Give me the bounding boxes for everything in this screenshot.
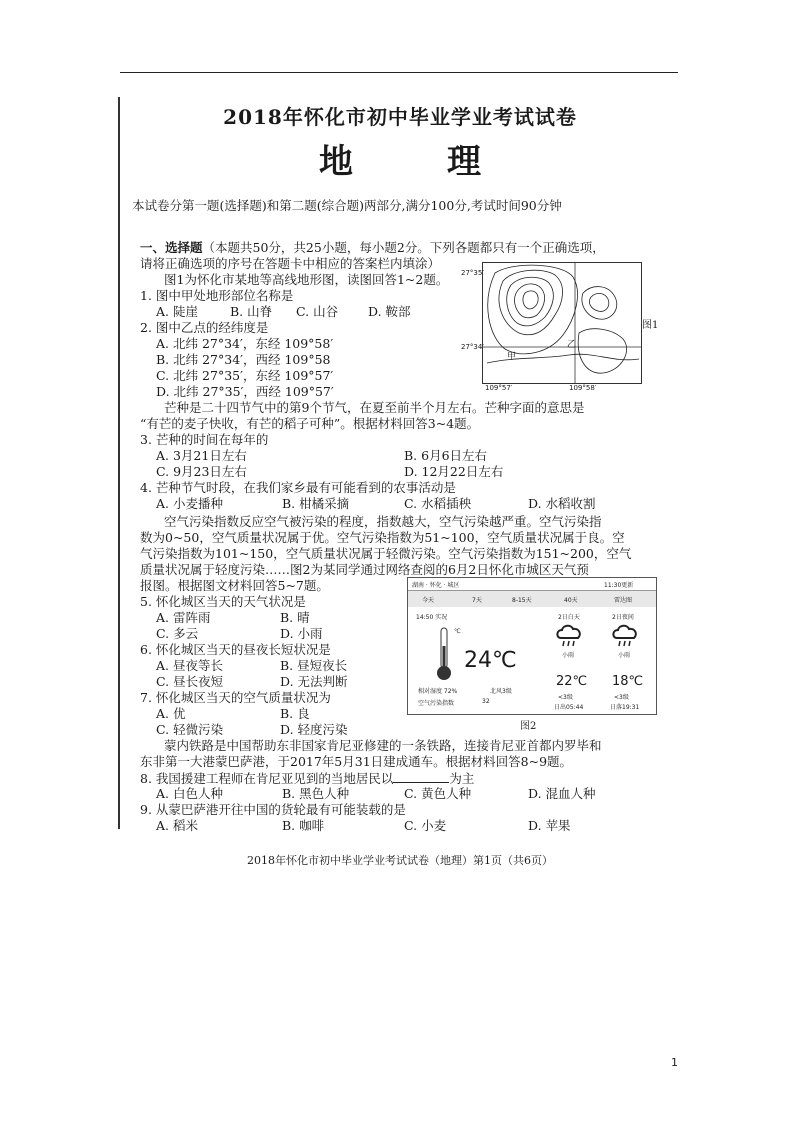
thermometer-icon <box>434 626 454 682</box>
q8-option-b: B. 黑色人种 <box>282 786 350 801</box>
q9-option-b: B. 咖啡 <box>282 818 325 833</box>
weather-current-temp: 24℃ <box>464 648 517 673</box>
map-lat-bottom: 27°34′ <box>461 343 484 351</box>
q9-option-d: D. 苹果 <box>528 818 571 833</box>
q4-option-c: C. 水稻插秧 <box>404 496 472 511</box>
q5-stem: 5. 怀化城区当天的天气状况是 <box>140 594 306 609</box>
weather-tab-815: 8-15天 <box>512 597 532 604</box>
q7-option-d: D. 轻度污染 <box>280 722 348 737</box>
q3-option-d: D. 12月22日左右 <box>404 464 504 479</box>
q3-option-b: B. 6月6日左右 <box>404 448 488 463</box>
weather-aqi-value: 32 <box>482 698 490 705</box>
map-mark-yi: 乙 <box>567 340 577 350</box>
q1-option-d: D. 鞍部 <box>368 304 411 319</box>
q8-option-d: D. 混血人种 <box>528 786 596 801</box>
weather-day-wind: <3级 <box>558 694 573 701</box>
map-lat-top: 27°35′ <box>461 269 484 277</box>
q4-option-d: D. 水稻收割 <box>528 496 596 511</box>
map-mark-jia: 甲 <box>507 352 517 362</box>
fig2-label: 图2 <box>520 721 537 732</box>
q6-option-b: B. 昼短夜长 <box>280 658 348 673</box>
weather-humidity: 相对湿度 72% <box>418 688 458 695</box>
weather-top-bar <box>408 578 656 591</box>
exam-intro: 本试卷分第一题(选择题)和第二题(综合题)两部分,满分100分,考试时间90分钟 <box>132 198 562 213</box>
cloud-rain-icon-day <box>554 622 584 648</box>
fig1-caption: 图1为怀化市某地等高线地形图，读图回答1~2题。 <box>164 272 449 287</box>
q5-option-b: B. 晴 <box>280 610 310 625</box>
contour-map-figure <box>461 262 642 392</box>
mengnei-line2: 东非第一大港蒙巴萨港，于2017年5月31日建成通车。根据材料回答8~9题。 <box>140 754 573 769</box>
q9-option-a: A. 稻米 <box>156 818 198 833</box>
q4-option-b: B. 柑橘采摘 <box>282 496 350 511</box>
contour-line-4 <box>523 291 538 309</box>
q6-stem: 6. 怀化城区当天的昼夜长短状况是 <box>140 642 331 657</box>
q1-option-c: C. 山谷 <box>296 304 339 319</box>
map-lon-right: 109°58′ <box>569 384 597 392</box>
exam-title: 2018年怀化市初中毕业学业考试试卷 <box>223 105 577 129</box>
aqi-line2: 数为0~50，空气质量状况属于优。空气污染指数为51~100，空气质量状况属于良。空 <box>140 530 625 545</box>
contour-line-3 <box>515 284 545 318</box>
q8-stem-after: 为主 <box>449 771 475 786</box>
q6-option-a: A. 昼夜等长 <box>156 658 223 673</box>
q2-option-a: A. 北纬 27°34′，东经 109°58′ <box>156 336 334 351</box>
q1-option-b: B. 山脊 <box>230 304 273 319</box>
weather-tab-today: 今天 <box>422 597 435 604</box>
aqi-line1: 空气污染指数反应空气被污染的程度，指数越大，空气污染越严重。空气污染指 <box>164 514 602 529</box>
q6-option-c: C. 昼长夜短 <box>156 674 224 689</box>
section1-line2: 请将正确选项的序号在答题卡中相应的答案栏内填涂） <box>140 256 441 271</box>
aqi-line3: 气污染指数为101~150，空气质量状况属于轻微污染。空气污染指数为151~200，空气 <box>140 546 632 561</box>
q4-option-a: A. 小麦播种 <box>156 496 223 511</box>
q5-option-c: C. 多云 <box>156 626 199 641</box>
section1-head: 一、选择题 <box>140 240 203 255</box>
binding-margin-line <box>118 97 120 829</box>
contour-line-7 <box>582 287 617 320</box>
q9-stem: 9. 从蒙巴萨港开往中国的货轮最有可能装载的是 <box>140 802 406 817</box>
q5-option-d: D. 小雨 <box>280 626 323 641</box>
q2-option-b: B. 北纬 27°34′，西经 109°58 <box>156 352 331 367</box>
q7-stem: 7. 怀化城区当天的空气质量状况为 <box>140 690 331 705</box>
page-number: 1 <box>671 1056 678 1069</box>
q2-option-c: C. 北纬 27°35′，东经 109°57′ <box>156 368 334 383</box>
q3-option-a: A. 3月21日左右 <box>156 448 247 463</box>
weather-night-wind: <3级 <box>614 694 629 701</box>
q8-answer-blank <box>393 770 449 783</box>
weather-sunset: 日落19:31 <box>610 704 640 711</box>
q5-option-a: A. 雷阵雨 <box>156 610 211 625</box>
contour-line-8 <box>589 293 608 311</box>
weather-update-time: 11:30更新 <box>604 582 634 589</box>
aqi-line4: 质量状况属于轻度污染……图2为某同学通过网络查阅的6月2日怀化市城区天气预 <box>140 562 589 577</box>
weather-night-label: 2日夜间 <box>612 614 634 621</box>
page-footer: 2018年怀化市初中毕业学业考试试卷（地理）第1页（共6页） <box>247 854 553 867</box>
weather-tab-radar: 雷达图 <box>614 597 633 604</box>
weather-sunrise: 日出05:44 <box>554 704 584 711</box>
weather-location: 湖南 · 怀化 · 城区 <box>412 582 460 589</box>
q3-stem: 3. 芒种的时间在每年的 <box>140 432 269 447</box>
weather-forecast-figure: 湖南 · 怀化 · 城区 11:30更新 今天 7天 8-15天 40天 雷达图 14:50 实况 2日白天 2日夜间 ℃ 24℃ 小雨 小雨 22℃ 18℃ 相对湿度 72% 北风3级 空气污染指数 32 <3级 <3级 日出05:44 日落19:31 <box>407 577 657 715</box>
q7-option-c: C. 轻微污染 <box>156 722 224 737</box>
q2-option-d: D. 北纬 27°35′，西经 109°57′ <box>156 384 334 399</box>
section1-line1 <box>140 240 605 256</box>
contour-line-9 <box>578 329 626 373</box>
q9-option-c: C. 小麦 <box>404 818 447 833</box>
subject-title: 地 理 <box>319 142 511 182</box>
cloud-rain-icon-night <box>610 622 640 648</box>
weather-high-temp: 22℃ <box>556 674 588 689</box>
q1-option-a: A. 陡崖 <box>156 304 198 319</box>
q8-option-a: A. 白色人种 <box>156 786 223 801</box>
top-rule <box>120 72 678 73</box>
map-lon-left: 109°57′ <box>485 384 513 392</box>
mangzhong-line1: 芒种是二十四节气中的第9个节气，在夏至前半个月左右。芒种字面的意思是 <box>164 400 585 415</box>
q7-option-a: A. 优 <box>156 706 186 721</box>
q8-stem <box>140 770 474 787</box>
aqi-line5: 报图。根据图文材料回答5~7题。 <box>140 578 329 593</box>
weather-night-condition: 小雨 <box>618 652 631 659</box>
weather-day-label: 2日白天 <box>558 614 580 621</box>
contour-line-1 <box>499 270 563 335</box>
section1-instructions: （本题共50分，共25小题，每小题2分。下列各题都只有一个正确选项， <box>202 240 605 255</box>
weather-day-condition: 小雨 <box>562 652 575 659</box>
q4-stem: 4. 芒种节气时段，在我们家乡最有可能看到的农事活动是 <box>140 480 456 495</box>
weather-tab-7day: 7天 <box>472 597 482 604</box>
weather-aqi-label: 空气污染指数 <box>418 700 455 707</box>
weather-obs-time: 14:50 实况 <box>416 614 448 621</box>
weather-tab-40: 40天 <box>564 597 578 604</box>
mengnei-line1: 蒙内铁路是中国帮助东非国家肯尼亚修建的一条铁路，连接肯尼亚首都内罗毕和 <box>164 738 602 753</box>
q7-option-b: B. 良 <box>280 706 310 721</box>
weather-tabs <box>408 591 656 607</box>
q8-option-c: C. 黄色人种 <box>404 786 472 801</box>
weather-wind: 北风3级 <box>490 688 512 695</box>
fig1-label: 图1 <box>642 320 659 331</box>
weather-low-temp: 18℃ <box>612 674 644 689</box>
contour-line-2 <box>507 277 554 326</box>
contour-line-5 <box>488 265 578 354</box>
contour-map-svg <box>483 263 641 383</box>
q8-stem-before: 8. 我国援建工程师在肯尼亚见到的当地居民以 <box>140 771 394 786</box>
q3-option-c: C. 9月23日左右 <box>156 464 247 479</box>
q2-stem: 2. 图中乙点的经纬度是 <box>140 320 269 335</box>
q6-option-d: D. 无法判断 <box>280 674 348 689</box>
q1-stem: 1. 图中甲处地形部位名称是 <box>140 288 294 303</box>
mangzhong-line2: “有芒的麦子快收，有芒的稻子可种”。根据材料回答3~4题。 <box>140 416 480 431</box>
